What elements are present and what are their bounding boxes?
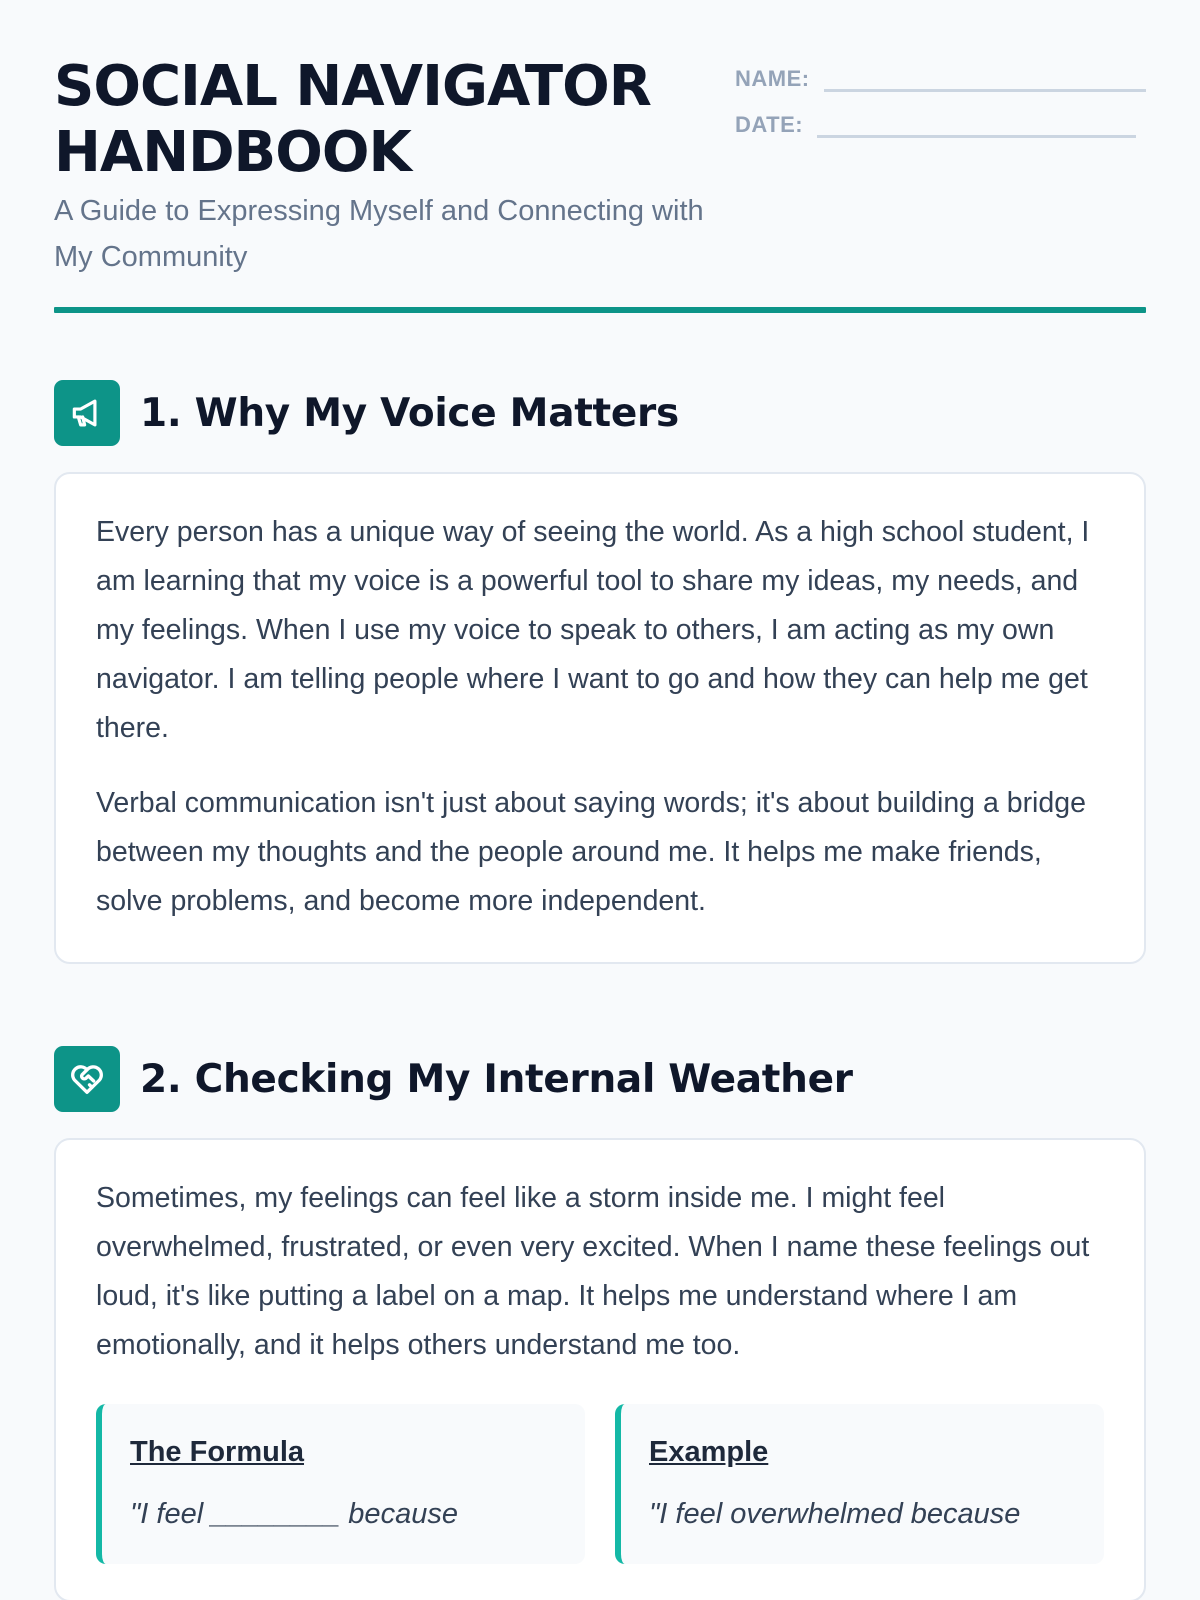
date-field[interactable] bbox=[817, 110, 1136, 138]
page-subtitle: A Guide to Expressing Myself and Connecting with My Community bbox=[54, 195, 704, 273]
example-box bbox=[615, 1404, 1104, 1564]
formula-box bbox=[96, 1404, 585, 1564]
section-checking-internal-weather bbox=[54, 1046, 1146, 1600]
date-field-row bbox=[735, 104, 1146, 138]
section-title: 2. Checking My Internal Weather bbox=[140, 1056, 853, 1102]
example-box-text: "I feel overwhelmed because bbox=[649, 1498, 1021, 1530]
heart-handshake-icon bbox=[54, 1046, 120, 1112]
page-title bbox=[54, 54, 714, 186]
formula-example-boxes bbox=[96, 1404, 1104, 1564]
date-label: DATE: bbox=[735, 112, 804, 137]
formula-box-text: "I feel ________ because bbox=[130, 1498, 458, 1530]
title-line-1: SOCIAL NAVIGATOR bbox=[54, 54, 651, 119]
header-divider bbox=[54, 307, 1146, 313]
student-info-fields bbox=[735, 58, 1146, 150]
section-card bbox=[54, 472, 1146, 964]
section-header bbox=[54, 1046, 1146, 1112]
example-box-title: Example bbox=[649, 1436, 769, 1468]
megaphone-icon bbox=[54, 380, 120, 446]
section-header bbox=[54, 380, 1146, 446]
section-why-my-voice-matters bbox=[54, 380, 1146, 964]
section-card bbox=[54, 1138, 1146, 1600]
name-field-row bbox=[735, 58, 1146, 92]
section-paragraph: Sometimes, my feelings can feel like a storm inside me. I might feel overwhelmed, frustrated, or even very excited. When I name these feelings out loud, it's like putting a label on a map. It helps me understand where I am emotionally, and it helps others understand me too. bbox=[96, 1182, 1090, 1361]
section-paragraph: Every person has a unique way of seeing the world. As a high school student, I am learning that my voice is a powerful tool to share my ideas, my needs, and my feelings. When I use my voice to speak to others, I am acting as my own navigator. I am telling people where I want to go and how they can help me get there. bbox=[96, 516, 1090, 744]
page-header bbox=[54, 0, 1146, 314]
name-label: NAME: bbox=[735, 66, 810, 91]
formula-box-title: The Formula bbox=[130, 1436, 305, 1468]
section-title: 1. Why My Voice Matters bbox=[140, 390, 679, 436]
section-paragraph: Verbal communication isn't just about saying words; it's about building a bridge between my thoughts and the people around me. It helps me make friends, solve problems, and become more independent. bbox=[96, 787, 1086, 917]
name-field[interactable] bbox=[824, 64, 1146, 92]
title-line-2: HANDBOOK bbox=[54, 120, 411, 185]
